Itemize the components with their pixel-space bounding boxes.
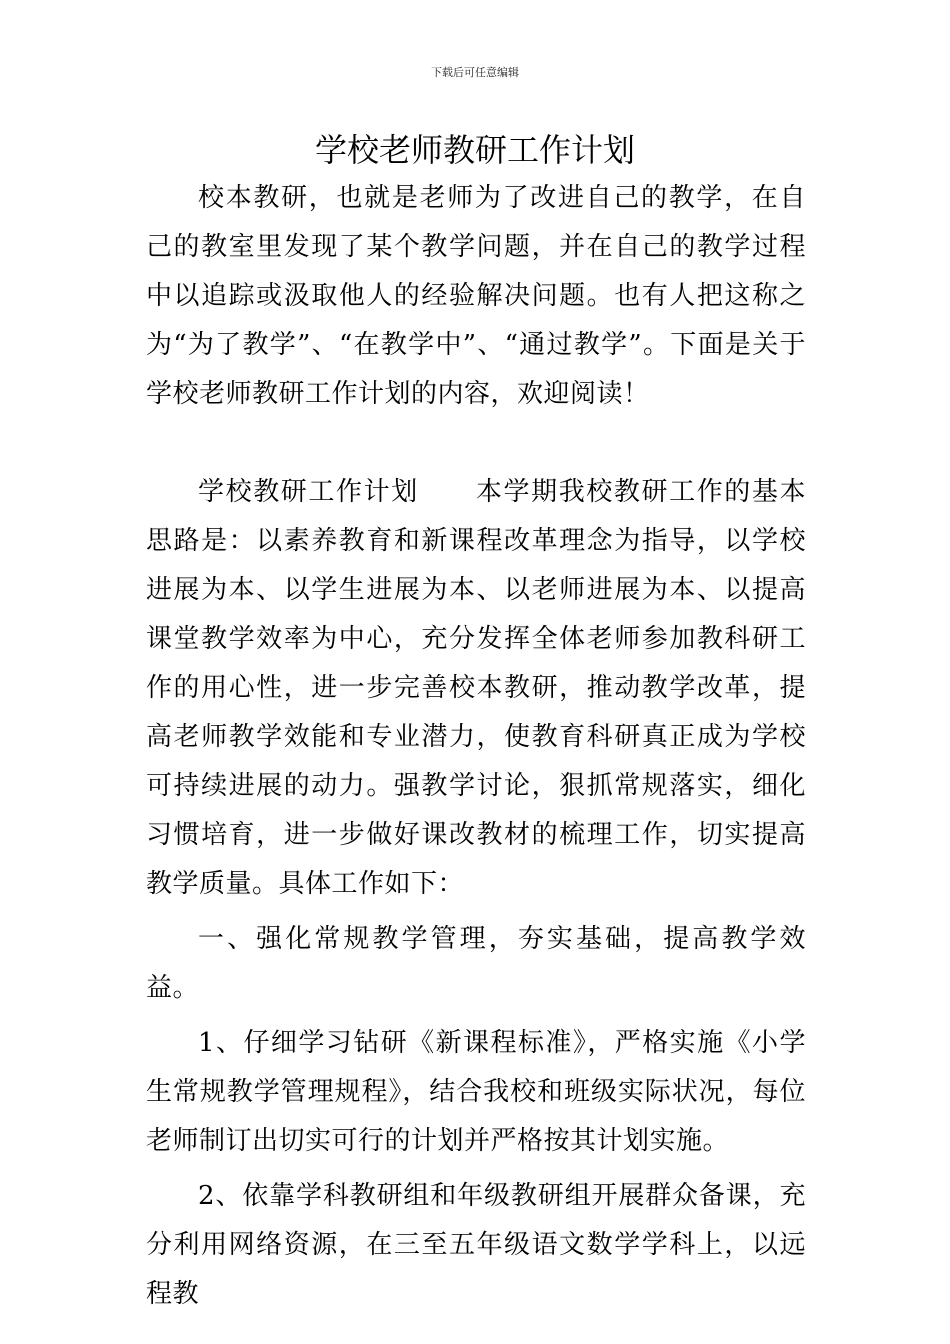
intro-paragraph: 校本教研，也就是老师为了改进自己的教学，在自己的教室里发现了某个教学问题，并在自己的教学过程中以追踪或汲取他人的经验解决问题。也有人把这称之为“为了教学”、“在教学中”、“通过教学”。下面是关于学校老师教研工作计划的内容，欢迎阅读！ xyxy=(146,183,806,409)
plan-subtitle: 学校教研工作计划 xyxy=(198,477,419,507)
document-body xyxy=(146,174,806,1319)
document-title: 学校老师教研工作计划 xyxy=(314,131,635,169)
list-item-2: 2、依靠学科教研组和年级教研组开展群众备课，充分利用网络资源，在三至五年级语文数学学科上，以远程教 xyxy=(146,1181,806,1309)
section-heading-1: 一、强化常规教学管理，夯实基础，提高教学效益。 xyxy=(146,924,806,1003)
header-note: 下载后可任意编辑 xyxy=(431,66,519,79)
plan-paragraph xyxy=(146,468,806,909)
list-item-1: 1、仔细学习钻研《新课程标准》，严格实施《小学生常规教学管理规程》，结合我校和班级实际状况，每位老师制订出切实可行的计划并严格按其计划实施。 xyxy=(146,1028,806,1156)
plan-body: 本学期我校教研工作的基本思路是：以素养教育和新课程改革理念为指导，以学校进展为本、以学生进展为本、以老师进展为本、以提高课堂教学效率为中心，充分发挥全体老师参加教科研工作的用心性，进一步完善校本教研，推动教学改革，提高老师教学效能和专业潜力，使教育科研真正成为学校可持续进展的动力。强教学讨论，狠抓常规落实，细化习惯培育，进一步做好课改教材的梳理工作，切实提高教学质量。具体工作如下： xyxy=(146,477,806,899)
paragraph-spacer xyxy=(146,419,806,468)
